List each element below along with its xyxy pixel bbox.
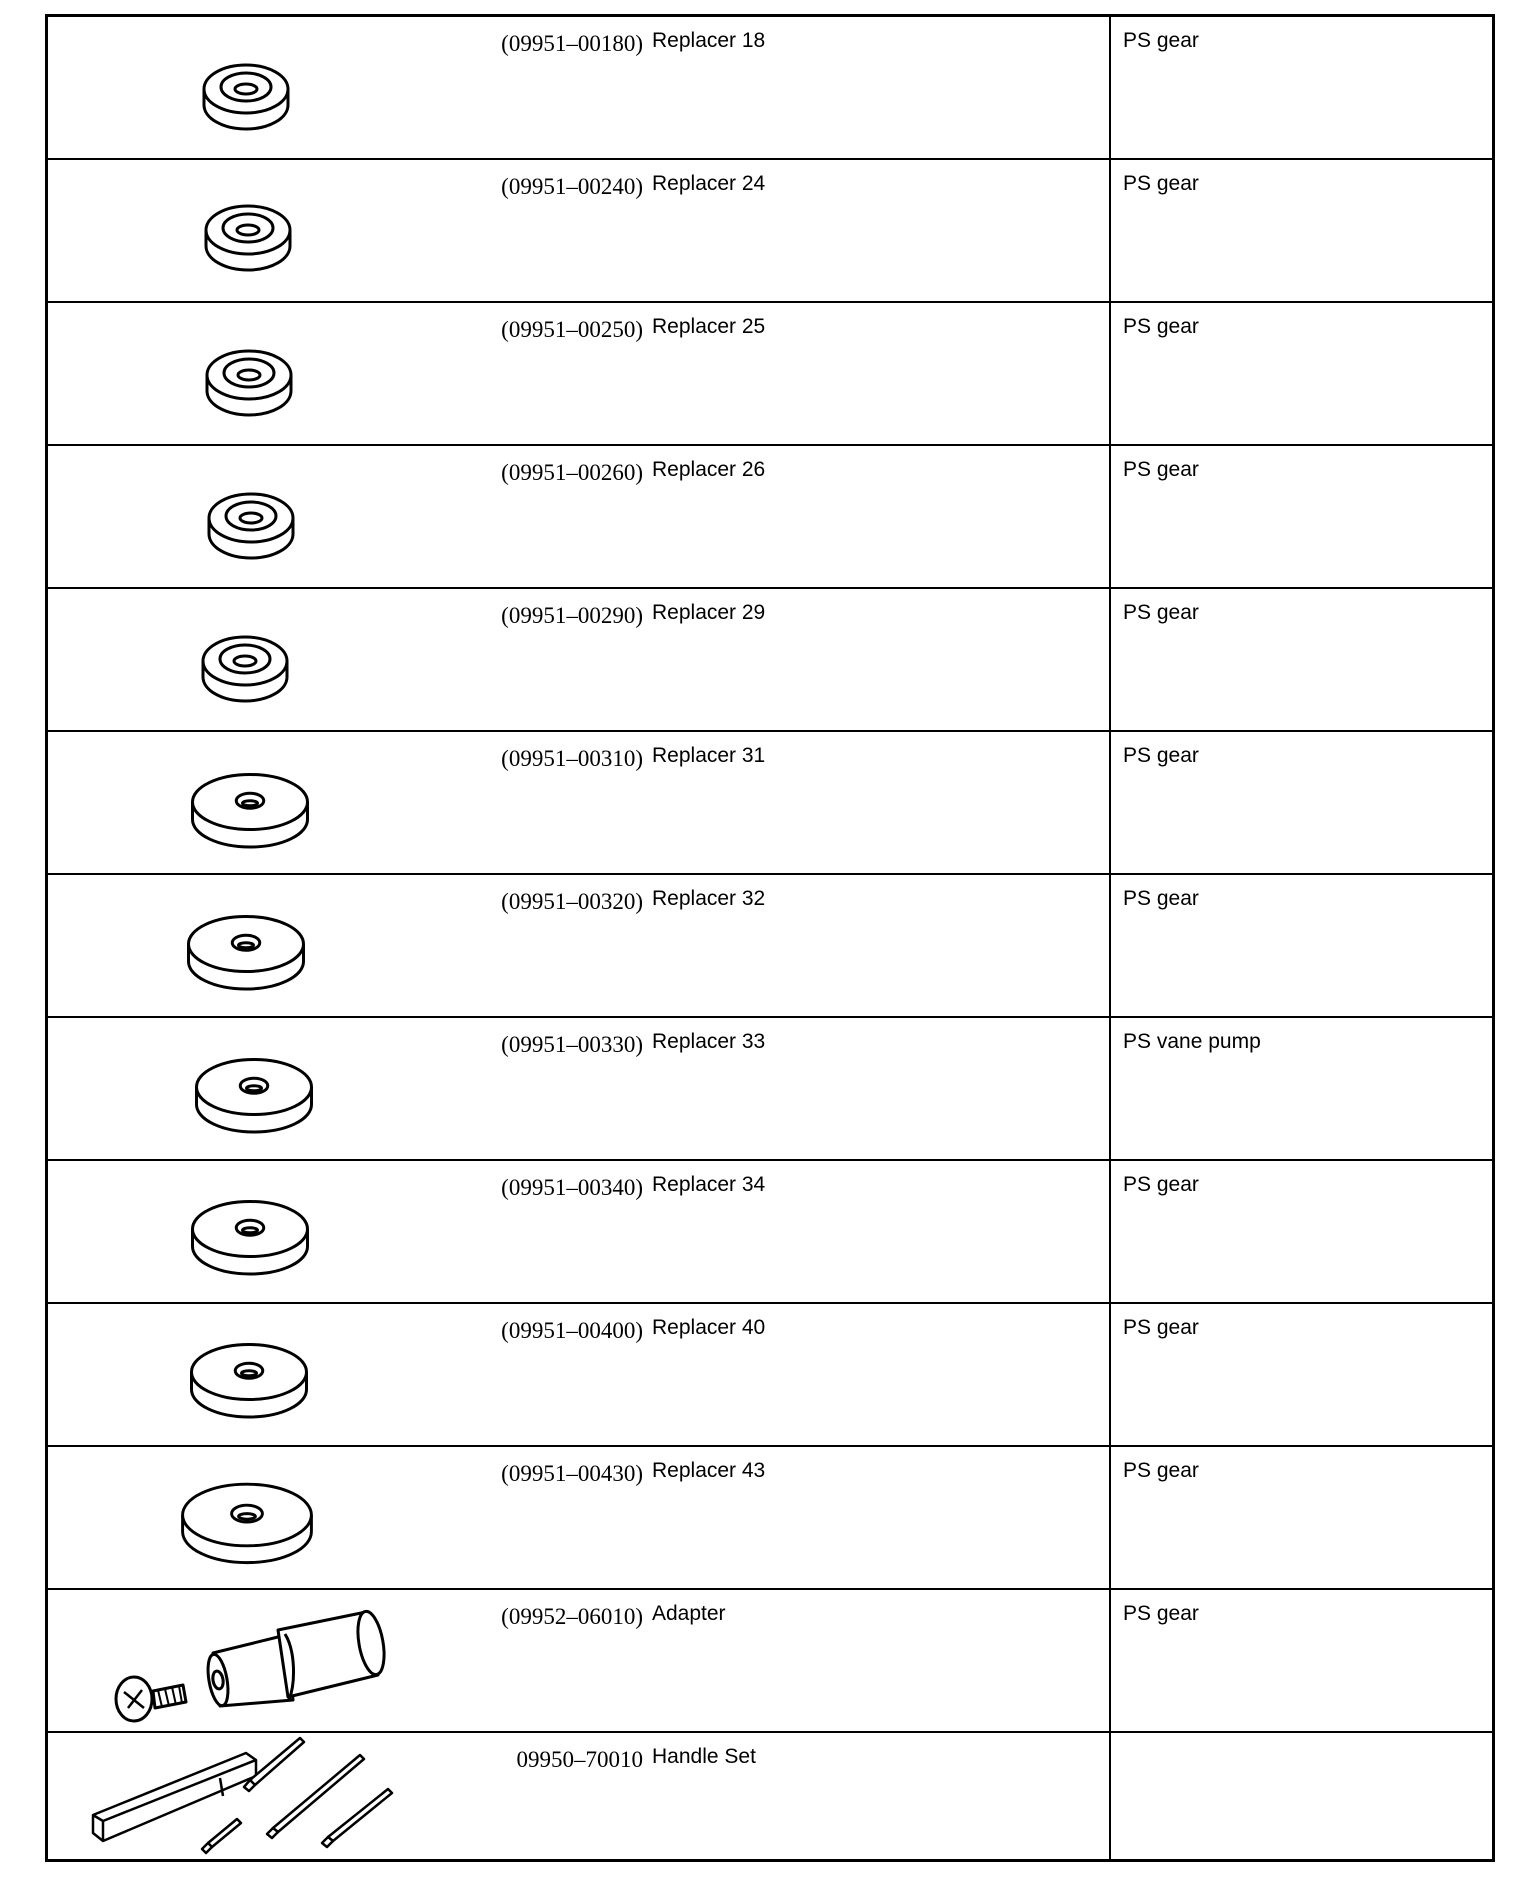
table-row (48, 1733, 1492, 1865)
washer-icon (48, 1304, 488, 1445)
tool-use: PS gear (1123, 1316, 1199, 1339)
special-tools-table (45, 14, 1495, 1862)
table-row (48, 160, 1492, 303)
part-number: (09951–00330) (501, 1032, 643, 1057)
tool-name: Replacer 32 (652, 887, 766, 910)
tool-name: Replacer 43 (652, 1459, 766, 1482)
washer-icon (48, 1161, 488, 1302)
table-row (48, 1447, 1492, 1590)
tool-name: Handle Set (652, 1745, 756, 1768)
tool-use: PS gear (1123, 29, 1199, 52)
part-number: (09951–00290) (501, 603, 643, 628)
part-number: (09951–00310) (501, 746, 643, 771)
part-number: 09950–70010 (516, 1747, 643, 1772)
washer-icon (48, 1018, 488, 1159)
tool-name: Replacer 24 (652, 172, 766, 195)
table-row (48, 589, 1492, 732)
washer-icon (48, 589, 488, 730)
washer-icon (48, 446, 488, 587)
washer-icon (48, 303, 488, 444)
tool-use: PS gear (1123, 744, 1199, 767)
table-row (48, 303, 1492, 446)
part-number: (09951–00430) (501, 1461, 643, 1486)
table-row (48, 875, 1492, 1018)
tool-name: Adapter (652, 1602, 726, 1625)
table-row (48, 1304, 1492, 1447)
part-number: (09951–00240) (501, 174, 643, 199)
adapter-bolt-icon (48, 1590, 488, 1731)
part-number: (09951–00180) (501, 31, 643, 56)
tool-use: PS vane pump (1123, 1030, 1261, 1053)
part-number: (09952–06010) (501, 1604, 643, 1629)
tool-name: Replacer 18 (652, 29, 766, 52)
table-row (48, 1161, 1492, 1304)
part-number: (09951–00400) (501, 1318, 643, 1343)
part-number: (09951–00320) (501, 889, 643, 914)
washer-icon (48, 160, 488, 301)
tool-use: PS gear (1123, 1173, 1199, 1196)
table-row (48, 446, 1492, 589)
tool-use: PS gear (1123, 601, 1199, 624)
tool-name: Replacer 34 (652, 1173, 766, 1196)
tool-use: PS gear (1123, 458, 1199, 481)
tool-name: Replacer 26 (652, 458, 766, 481)
washer-icon (48, 732, 488, 873)
table-row (48, 1590, 1492, 1733)
tool-use: PS gear (1123, 887, 1199, 910)
table-row (48, 1018, 1492, 1161)
tool-use: PS gear (1123, 1459, 1199, 1482)
washer-icon (48, 1447, 488, 1588)
part-number: (09951–00340) (501, 1175, 643, 1200)
washer-icon (48, 17, 488, 158)
tool-name: Replacer 31 (652, 744, 766, 767)
tool-use: PS gear (1123, 1602, 1199, 1625)
part-number: (09951–00250) (501, 317, 643, 342)
tool-use: PS gear (1123, 172, 1199, 195)
washer-icon (48, 875, 488, 1016)
tool-name: Replacer 33 (652, 1030, 766, 1053)
tool-name: Replacer 29 (652, 601, 766, 624)
part-number: (09951–00260) (501, 460, 643, 485)
tool-use: PS gear (1123, 315, 1199, 338)
tool-name: Replacer 40 (652, 1316, 766, 1339)
tool-name: Replacer 25 (652, 315, 766, 338)
table-row (48, 17, 1492, 160)
table-row (48, 732, 1492, 875)
handle-set-icon (48, 1733, 488, 1865)
